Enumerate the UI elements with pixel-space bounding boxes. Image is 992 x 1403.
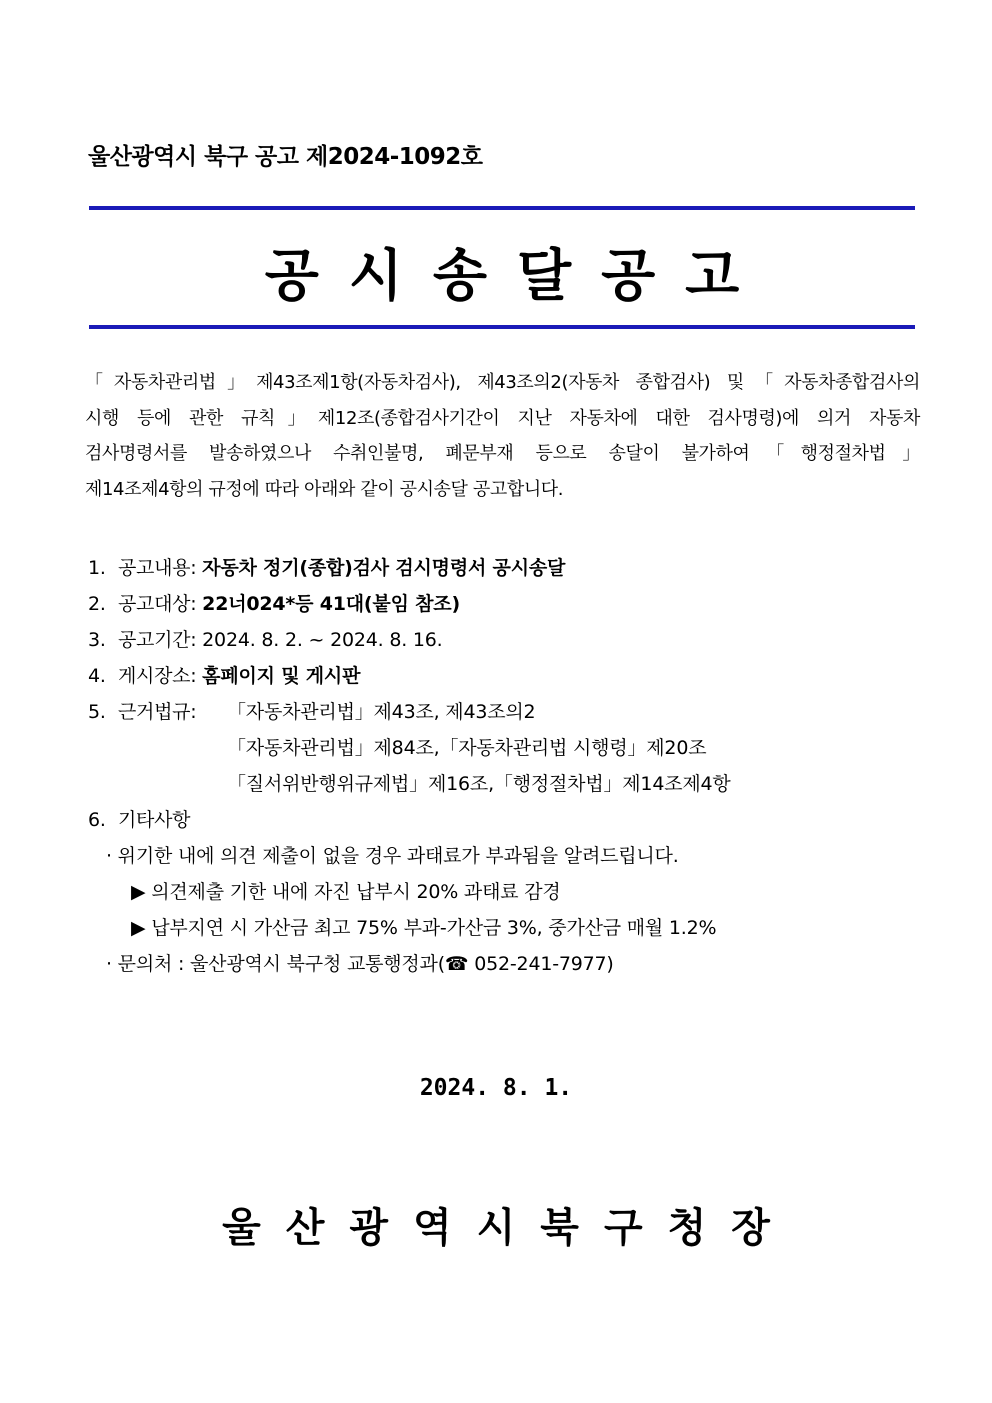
contact-value: 울산광역시 북구청 교통행정과(☎ 052-241-7977): [190, 953, 614, 975]
contact-info: [106, 949, 614, 976]
item-label: 공고내용:: [118, 557, 197, 579]
item-content: [88, 553, 565, 580]
item-label: 기타사항: [118, 809, 191, 831]
item-label: 근거법규:: [118, 701, 197, 723]
item-location: [88, 661, 360, 688]
intro-paragraph: [85, 365, 920, 507]
surcharge-note: ▶ 납부지연 시 가산금 최고 75% 부과-가산금 3%, 중가산금 매월 1.2%: [131, 917, 717, 939]
law-line: 「자동차관리법」제43조, 제43조의2: [227, 701, 536, 723]
intro-line: 시행 등에 관한 규칙」제12조(종합검사기간이 지난 자동차에 대한 검사명령)에 의거 자동차: [85, 407, 920, 429]
item-number: 2.: [88, 593, 106, 615]
law-line: 「자동차관리법」제84조,「자동차관리법 시행령」제20조: [227, 737, 707, 759]
item-other: [88, 805, 190, 832]
reduction-note: ▶ 의견제출 기한 내에 자진 납부시 20% 과태료 감경: [131, 881, 561, 903]
item-label: 공고대상:: [118, 593, 197, 615]
item-number: 3.: [88, 629, 106, 651]
item-target: [88, 589, 460, 616]
law-line: 「질서위반행위규제법」제16조,「행정절차법」제14조제4항: [227, 773, 731, 795]
intro-line: 제14조제4항의 규정에 따라 아래와 같이 공시송달 공고합니다.: [85, 478, 564, 500]
intro-line: 검사명령서를 발송하였으나 수취인불명, 폐문부재 등으로 송달이 불가하여「행정절차법」: [85, 443, 920, 464]
item-period: [88, 625, 443, 652]
item-number: 6.: [88, 809, 106, 831]
item-number: 4.: [88, 665, 106, 687]
issuer-name: 울산광역시북구청장: [222, 1204, 795, 1251]
deadline-note: · 위기한 내에 의견 제출이 없을 경우 과태료가 부과됨을 알려드립니다.: [106, 845, 679, 867]
item-number: 1.: [88, 557, 106, 579]
issue-date: 2024. 8. 1.: [419, 1075, 573, 1101]
contact-label: · 문의처 :: [106, 953, 185, 975]
title-rule-top: [89, 206, 915, 210]
item-label: 게시장소:: [118, 665, 197, 687]
document-title: 공시송달공고: [264, 244, 770, 309]
intro-line: 「자동차관리법」제43조제1항(자동차검사), 제43조의2(자동차 종합검사) 및「자동차종합검사의: [85, 372, 920, 393]
notice-number: 울산광역시 북구 공고 제2024-1092호: [88, 144, 483, 170]
item-value: 2024. 8. 2. ~ 2024. 8. 16.: [202, 629, 443, 651]
item-value: 자동차 정기(종합)검사 검시명령서 공시송달: [202, 557, 566, 579]
item-number: 5.: [88, 701, 106, 723]
title-rule-bottom: [89, 325, 915, 329]
item-legal-basis: [88, 697, 196, 724]
item-value: 홈페이지 및 게시판: [202, 665, 361, 687]
item-value: 22너024*등 41대(붙임 참조): [202, 593, 460, 615]
item-label: 공고기간:: [118, 629, 197, 651]
